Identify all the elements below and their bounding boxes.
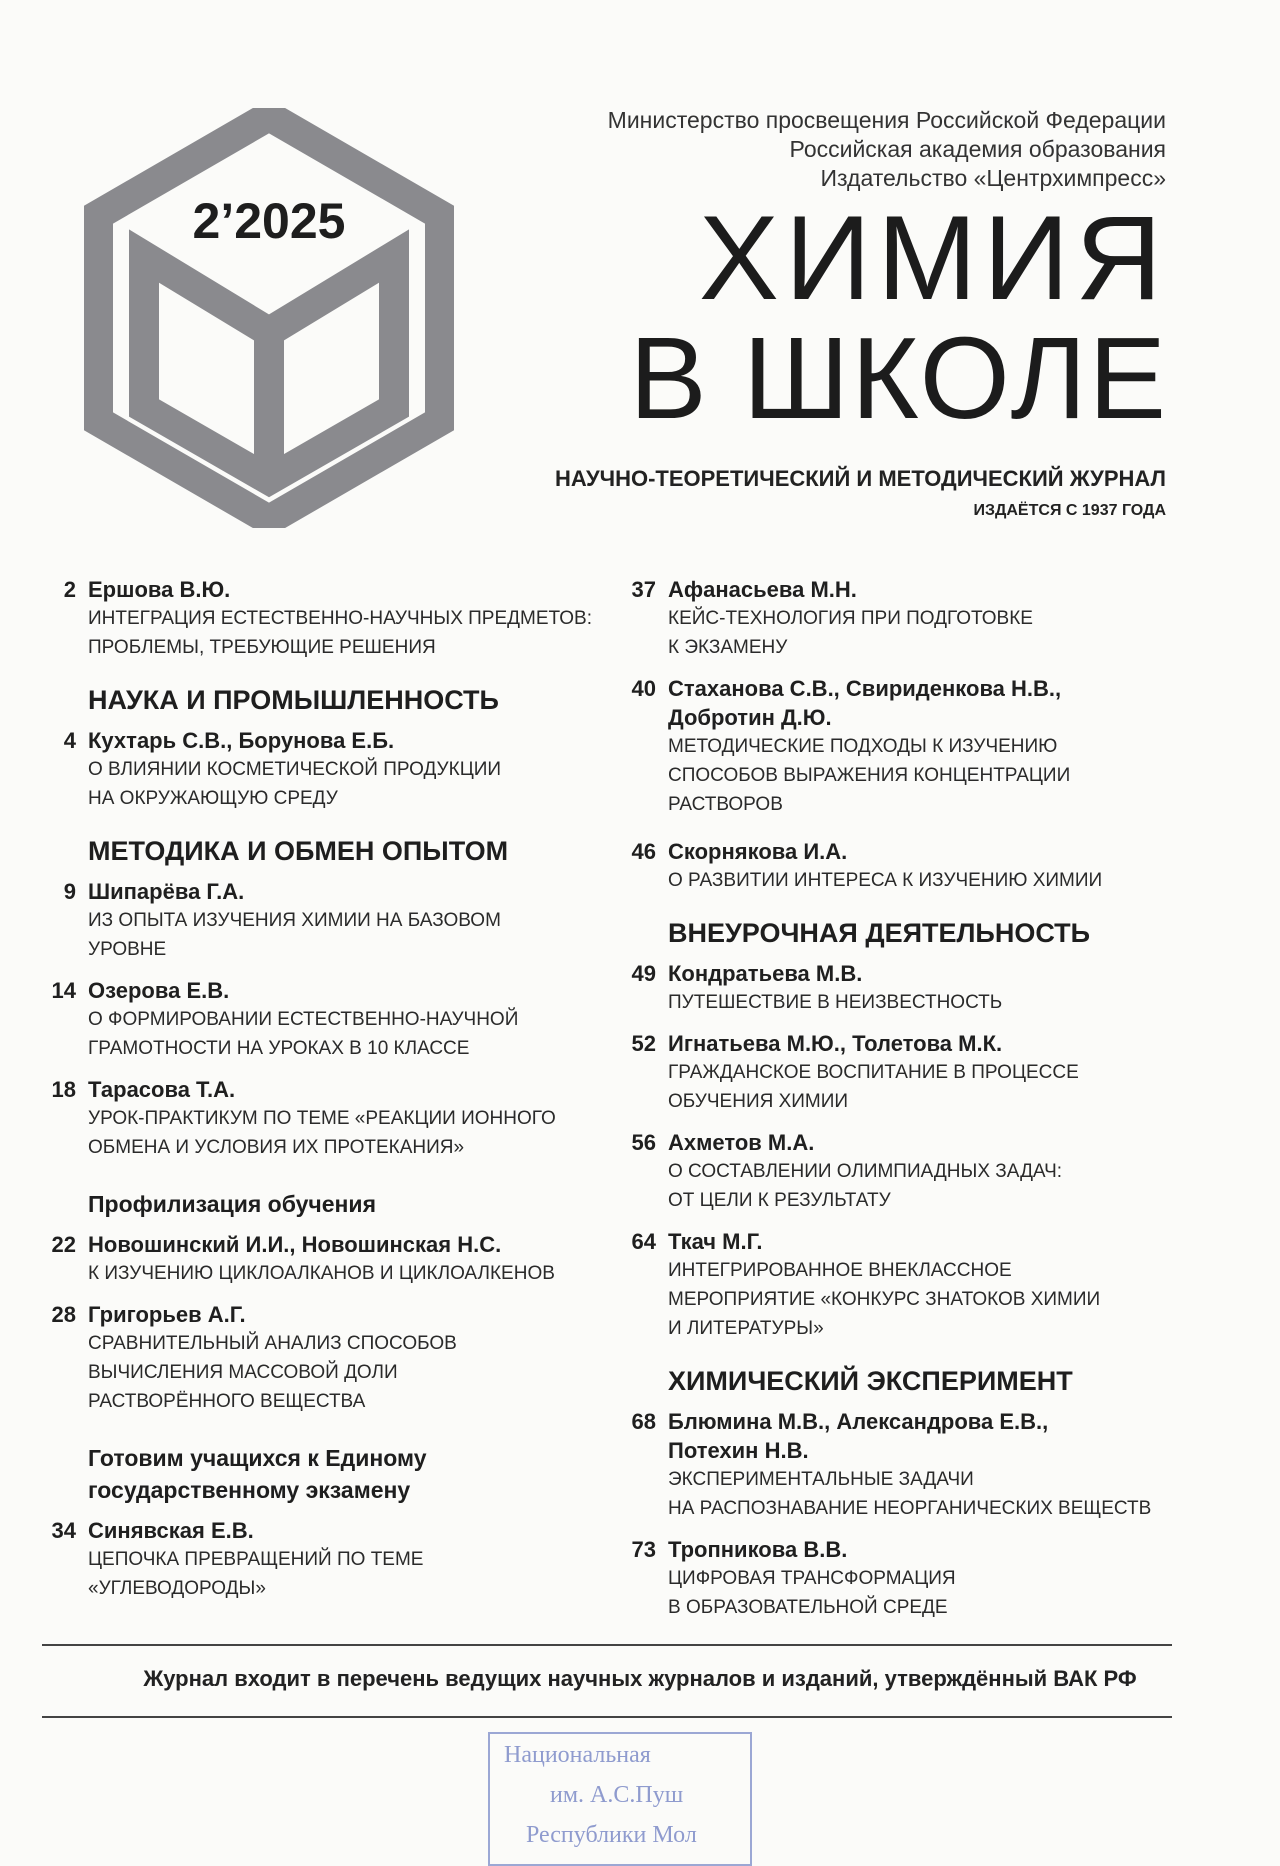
stamp-line: им. А.С.Пуш <box>550 1782 684 1808</box>
page-number: 2 <box>63 577 76 602</box>
article-title: УРОК-ПРАКТИКУМ ПО ТЕМЕ «РЕАКЦИИ ИОННОГО ОБМЕНА И УСЛОВИЯ ИХ ПРОТЕКАНИЯ» <box>88 1108 556 1158</box>
journal-title-line2: В ШКОЛЕ <box>629 313 1168 443</box>
author: Скорнякова И.А. <box>668 839 848 864</box>
publisher-line: Российская академия образования <box>789 136 1166 162</box>
page-number: 46 <box>631 839 656 864</box>
section-heading: НАУКА И ПРОМЫШЛЕННОСТЬ <box>88 685 499 715</box>
page-number: 22 <box>51 1232 76 1257</box>
page-number: 18 <box>51 1077 76 1102</box>
author: Новошинский И.И., Новошинская Н.С. <box>88 1232 502 1257</box>
article-title: О ВЛИЯНИИ КОСМЕТИЧЕСКОЙ ПРОДУКЦИИ НА ОКРУЖАЮЩУЮ СРЕДУ <box>88 759 502 809</box>
article-title: О РАЗВИТИИ ИНТЕРЕСА К ИЗУЧЕНИЮ ХИМИИ <box>668 870 1103 891</box>
page-number: 40 <box>631 676 656 701</box>
page-number: 9 <box>63 879 76 904</box>
journal-subtitle: НАУЧНО-ТЕОРЕТИЧЕСКИЙ И МЕТОДИЧЕСКИЙ ЖУРНАЛ <box>555 466 1166 491</box>
article-title: ГРАЖДАНСКОЕ ВОСПИТАНИЕ В ПРОЦЕССЕ ОБУЧЕНИЯ ХИМИИ <box>668 1062 1079 1112</box>
toc-entry[interactable] <box>610 1029 1180 1116</box>
toc-entry[interactable] <box>30 726 610 813</box>
author: Блюмина М.В., Александрова Е.В., <box>668 1409 1049 1434</box>
article-title: ЦИФРОВАЯ ТРАНСФОРМАЦИЯ В ОБРАЗОВАТЕЛЬНОЙ СРЕДЕ <box>668 1568 956 1618</box>
author: Озерова Е.В. <box>88 978 230 1003</box>
page-number: 52 <box>631 1031 656 1056</box>
stamp-line: Национальная <box>504 1742 651 1768</box>
author: Игнатьева М.Ю., Толетова М.К. <box>668 1031 1003 1056</box>
journal-title-line1: ХИМИЯ <box>698 191 1168 325</box>
author: Ткач М.Г. <box>668 1229 763 1254</box>
article-title: СРАВНИТЕЛЬНЫЙ АНАЛИЗ СПОСОБОВ ВЫЧИСЛЕНИЯ МАССОВОЙ ДОЛИ РАСТВОРЁННОГО ВЕЩЕСТВА <box>88 1333 457 1412</box>
divider <box>42 1716 1172 1718</box>
toc-entry[interactable] <box>610 1128 1180 1215</box>
toc-entry[interactable] <box>610 959 1180 1017</box>
section-heading: ВНЕУРОЧНАЯ ДЕЯТЕЛЬНОСТЬ <box>668 918 1091 948</box>
page-number: 73 <box>631 1537 656 1562</box>
toc-entry[interactable] <box>30 1230 610 1288</box>
journal-since: ИЗДАЁТСЯ С 1937 ГОДА <box>973 502 1166 519</box>
divider <box>42 1644 1172 1646</box>
stamp-line: Республики Мол <box>526 1822 697 1848</box>
toc-entry[interactable] <box>30 1516 610 1603</box>
toc-entry[interactable] <box>30 976 610 1063</box>
article-title: ИНТЕГРАЦИЯ ЕСТЕСТВЕННО-НАУЧНЫХ ПРЕДМЕТОВ: ПРОБЛЕМЫ, ТРЕБУЮЩИЕ РЕШЕНИЯ <box>88 608 593 658</box>
toc-entry[interactable] <box>610 1227 1180 1343</box>
article-title: ПУТЕШЕСТВИЕ В НЕИЗВЕСТНОСТЬ <box>668 992 1003 1013</box>
page-number: 68 <box>631 1409 656 1434</box>
toc-entry[interactable] <box>30 575 610 662</box>
author: Кондратьева М.В. <box>668 961 863 986</box>
publisher-line: Министерство просвещения Российской Федерации <box>607 107 1166 133</box>
author: Синявская Е.В. <box>88 1518 254 1543</box>
section-heading: ХИМИЧЕСКИЙ ЭКСПЕРИМЕНТ <box>668 1366 1073 1396</box>
author: Ершова В.Ю. <box>88 577 231 602</box>
article-title: О ФОРМИРОВАНИИ ЕСТЕСТВЕННО-НАУЧНОЙ ГРАМОТНОСТИ НА УРОКАХ В 10 КЛАССЕ <box>88 1009 519 1059</box>
page-number: 4 <box>63 728 76 753</box>
toc-right-column <box>610 575 1180 1634</box>
author: Тарасова Т.А. <box>88 1077 236 1102</box>
publisher-line: Издательство «Центрхимпресс» <box>820 165 1166 191</box>
library-stamp <box>488 1732 752 1866</box>
article-title: ИЗ ОПЫТА ИЗУЧЕНИЯ ХИМИИ НА БАЗОВОМ УРОВНЕ <box>88 910 501 960</box>
article-title: ЦЕПОЧКА ПРЕВРАЩЕНИЙ ПО ТЕМЕ «УГЛЕВОДОРОДЫ» <box>88 1549 424 1599</box>
toc-entry[interactable] <box>30 877 610 964</box>
toc-entry[interactable] <box>610 674 1180 819</box>
toc-entry[interactable] <box>30 1075 610 1162</box>
toc-entry[interactable] <box>610 1407 1180 1523</box>
issue-number: 2’2025 <box>192 193 346 249</box>
author: Кухтарь С.В., Борунова Е.Б. <box>88 728 395 753</box>
author: Стаханова С.В., Свириденкова Н.В., <box>668 676 1062 701</box>
vak-notice: Журнал входит в перечень ведущих научных журналов и изданий, утверждённый ВАК РФ <box>143 1666 1137 1691</box>
toc-entry[interactable] <box>610 1535 1180 1622</box>
toc-left-column <box>30 575 610 1615</box>
page-number: 56 <box>631 1130 656 1155</box>
toc-entry[interactable] <box>610 837 1180 895</box>
author: Афанасьева М.Н. <box>668 577 857 602</box>
article-title: КЕЙС-ТЕХНОЛОГИЯ ПРИ ПОДГОТОВКЕ К ЭКЗАМЕНУ <box>668 608 1033 658</box>
toc-entry[interactable] <box>30 1300 610 1416</box>
page-number: 34 <box>51 1518 76 1543</box>
publishers <box>608 106 1166 193</box>
page-number: 49 <box>631 961 656 986</box>
author: Добротин Д.Ю. <box>668 705 832 730</box>
author: Тропникова В.В. <box>668 1537 848 1562</box>
author: Шипарёва Г.А. <box>88 879 245 904</box>
page-number: 28 <box>51 1302 76 1327</box>
article-title: МЕТОДИЧЕСКИЕ ПОДХОДЫ К ИЗУЧЕНИЮ СПОСОБОВ ВЫРАЖЕНИЯ КОНЦЕНТРАЦИИ РАСТВОРОВ <box>668 736 1071 815</box>
subsection-heading: Готовим учащихся к Единому государственному экзамену <box>88 1445 427 1503</box>
article-title: ИНТЕГРИРОВАННОЕ ВНЕКЛАССНОЕ МЕРОПРИЯТИЕ «КОНКУРС ЗНАТОКОВ ХИМИИ И ЛИТЕРАТУРЫ» <box>668 1260 1101 1339</box>
article-title: ЭКСПЕРИМЕНТАЛЬНЫЕ ЗАДАЧИ НА РАСПОЗНАВАНИЕ НЕОРГАНИЧЕСКИХ ВЕЩЕСТВ <box>668 1469 1152 1519</box>
page-number: 37 <box>631 577 656 602</box>
author: Ахметов М.А. <box>668 1130 815 1155</box>
article-title: О СОСТАВЛЕНИИ ОЛИМПИАДНЫХ ЗАДАЧ: ОТ ЦЕЛИ К РЕЗУЛЬТАТУ <box>668 1161 1063 1211</box>
toc-entry[interactable] <box>610 575 1180 662</box>
page-number: 14 <box>51 978 76 1003</box>
section-heading: МЕТОДИКА И ОБМЕН ОПЫТОМ <box>88 836 509 866</box>
article-title: К ИЗУЧЕНИЮ ЦИКЛОАЛКАНОВ И ЦИКЛОАЛКЕНОВ <box>88 1263 555 1284</box>
subsection-heading: Профилизация обучения <box>88 1191 376 1217</box>
author: Григорьев А.Г. <box>88 1302 246 1327</box>
page-number: 64 <box>631 1229 656 1254</box>
author: Потехин Н.В. <box>668 1438 809 1463</box>
journal-logo-icon <box>84 108 454 528</box>
